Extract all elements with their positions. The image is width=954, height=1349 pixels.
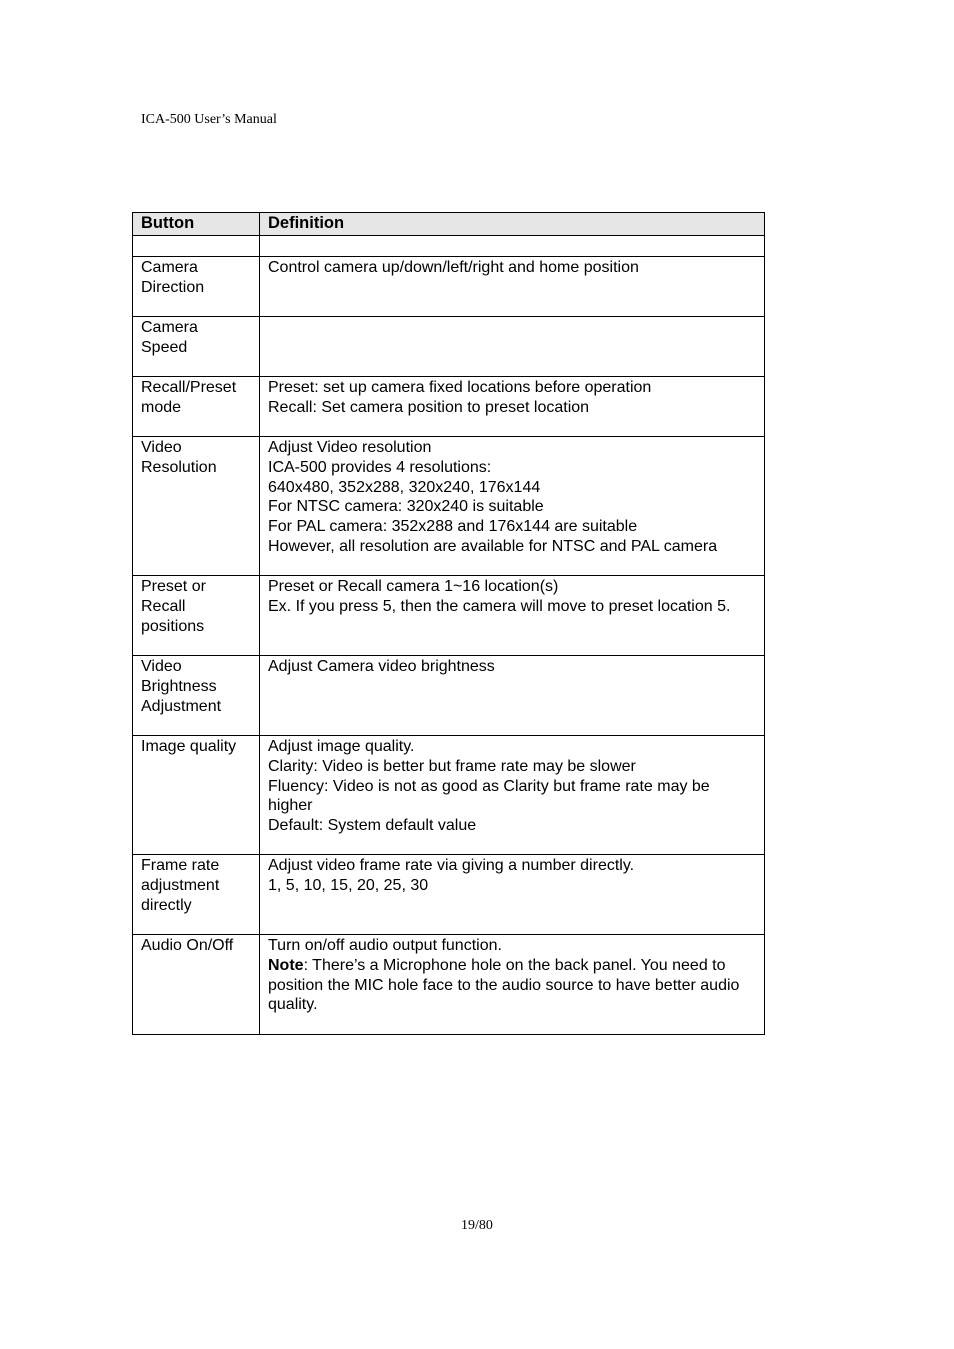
definition-line: Adjust Video resolution [268,439,432,456]
definition-line: Preset: set up camera fixed locations before operation [268,379,652,396]
definition-line: 640x480, 352x288, 320x240, 176x144 [268,478,541,496]
table-row [133,935,765,1035]
definition-line: Ex. If you press 5, then the camera will move to preset location 5. [268,597,731,615]
button-cell [133,257,260,317]
button-cell [133,935,260,1035]
button-label-line: Direction [141,278,205,296]
table-row [133,736,765,855]
definition-line: Fluency: Video is not as good as Clarity but frame rate may be higher [268,777,710,815]
table-row [133,257,765,317]
button-cell [133,377,260,437]
table-row [133,437,765,576]
button-label-line: Camera [141,259,198,276]
button-label-line: Preset or [141,578,206,595]
button-label-line: Video [141,658,182,675]
button-label-line: Adjustment [141,697,222,715]
definition-line: However, all resolution are available for NTSC and PAL camera [268,537,718,555]
table-row [133,656,765,736]
definition-line: Preset or Recall camera 1~16 location(s) [268,578,559,595]
definition-cell [260,437,765,576]
definition-line: Adjust image quality. [268,738,415,755]
definition-cell [260,377,765,437]
button-label-line: Camera [141,319,198,336]
button-cell [133,317,260,377]
header-button: Button [133,213,260,236]
button-cell [133,576,260,656]
button-label-line: Image quality [141,738,237,755]
definition-cell [260,855,765,935]
button-label-line: Speed [141,338,188,356]
definition-cell [260,317,765,377]
button-label-line: directly [141,896,192,914]
table-row [133,576,765,656]
definition-cell [260,935,765,1035]
definition-line: Turn on/off audio output function. [268,937,502,954]
page-number: 19/80 [461,1218,493,1233]
definition-line: Recall: Set camera position to preset location [268,398,590,416]
definition-cell [260,236,765,257]
button-label-line: Brightness [141,677,217,695]
definition-line: 1, 5, 10, 15, 20, 25, 30 [268,876,429,894]
note-label: Note [268,956,304,974]
table-header-row [133,213,765,236]
table-row [133,236,765,257]
button-cell [133,656,260,736]
button-cell [133,855,260,935]
button-definition-table [132,212,765,1035]
button-label-line: Audio On/Off [141,937,234,954]
definition-line: Adjust video frame rate via giving a number directly. [268,857,635,874]
definition-line: Adjust Camera video brightness [268,658,495,675]
definition-cell [260,656,765,736]
button-cell [133,736,260,855]
button-cell [133,236,260,257]
button-label-line: positions [141,617,205,635]
button-label-line: Frame rate [141,857,220,874]
definition-line: ICA-500 provides 4 resolutions: [268,458,492,476]
definition-line: For PAL camera: 352x288 and 176x144 are suitable [268,518,638,536]
table-row [133,855,765,935]
table-row [133,377,765,437]
definition-cell [260,576,765,656]
note-paragraph [268,956,756,1015]
button-label-line: Recall [141,597,186,615]
running-header: ICA-500 User’s Manual [141,112,277,127]
definition-line: Control camera up/down/left/right and home position [268,259,639,276]
button-label-line: mode [141,398,182,416]
definition-line: For NTSC camera: 320x240 is suitable [268,498,544,516]
definition-line: Default: System default value [268,817,477,835]
button-label-line: adjustment [141,876,220,894]
button-cell [133,437,260,576]
button-label-line: Resolution [141,458,217,476]
definition-line: Clarity: Video is better but frame rate may be slower [268,757,636,775]
note-text: : There’s a Microphone hole on the back panel. You need to position the MIC hole face to the audio source to have better audio quality. [268,956,740,1014]
table-row [133,317,765,377]
button-label-line: Video [141,439,182,456]
definition-cell [260,257,765,317]
button-label-line: Recall/Preset [141,379,237,396]
definition-cell [260,736,765,855]
header-definition: Definition [260,213,765,236]
